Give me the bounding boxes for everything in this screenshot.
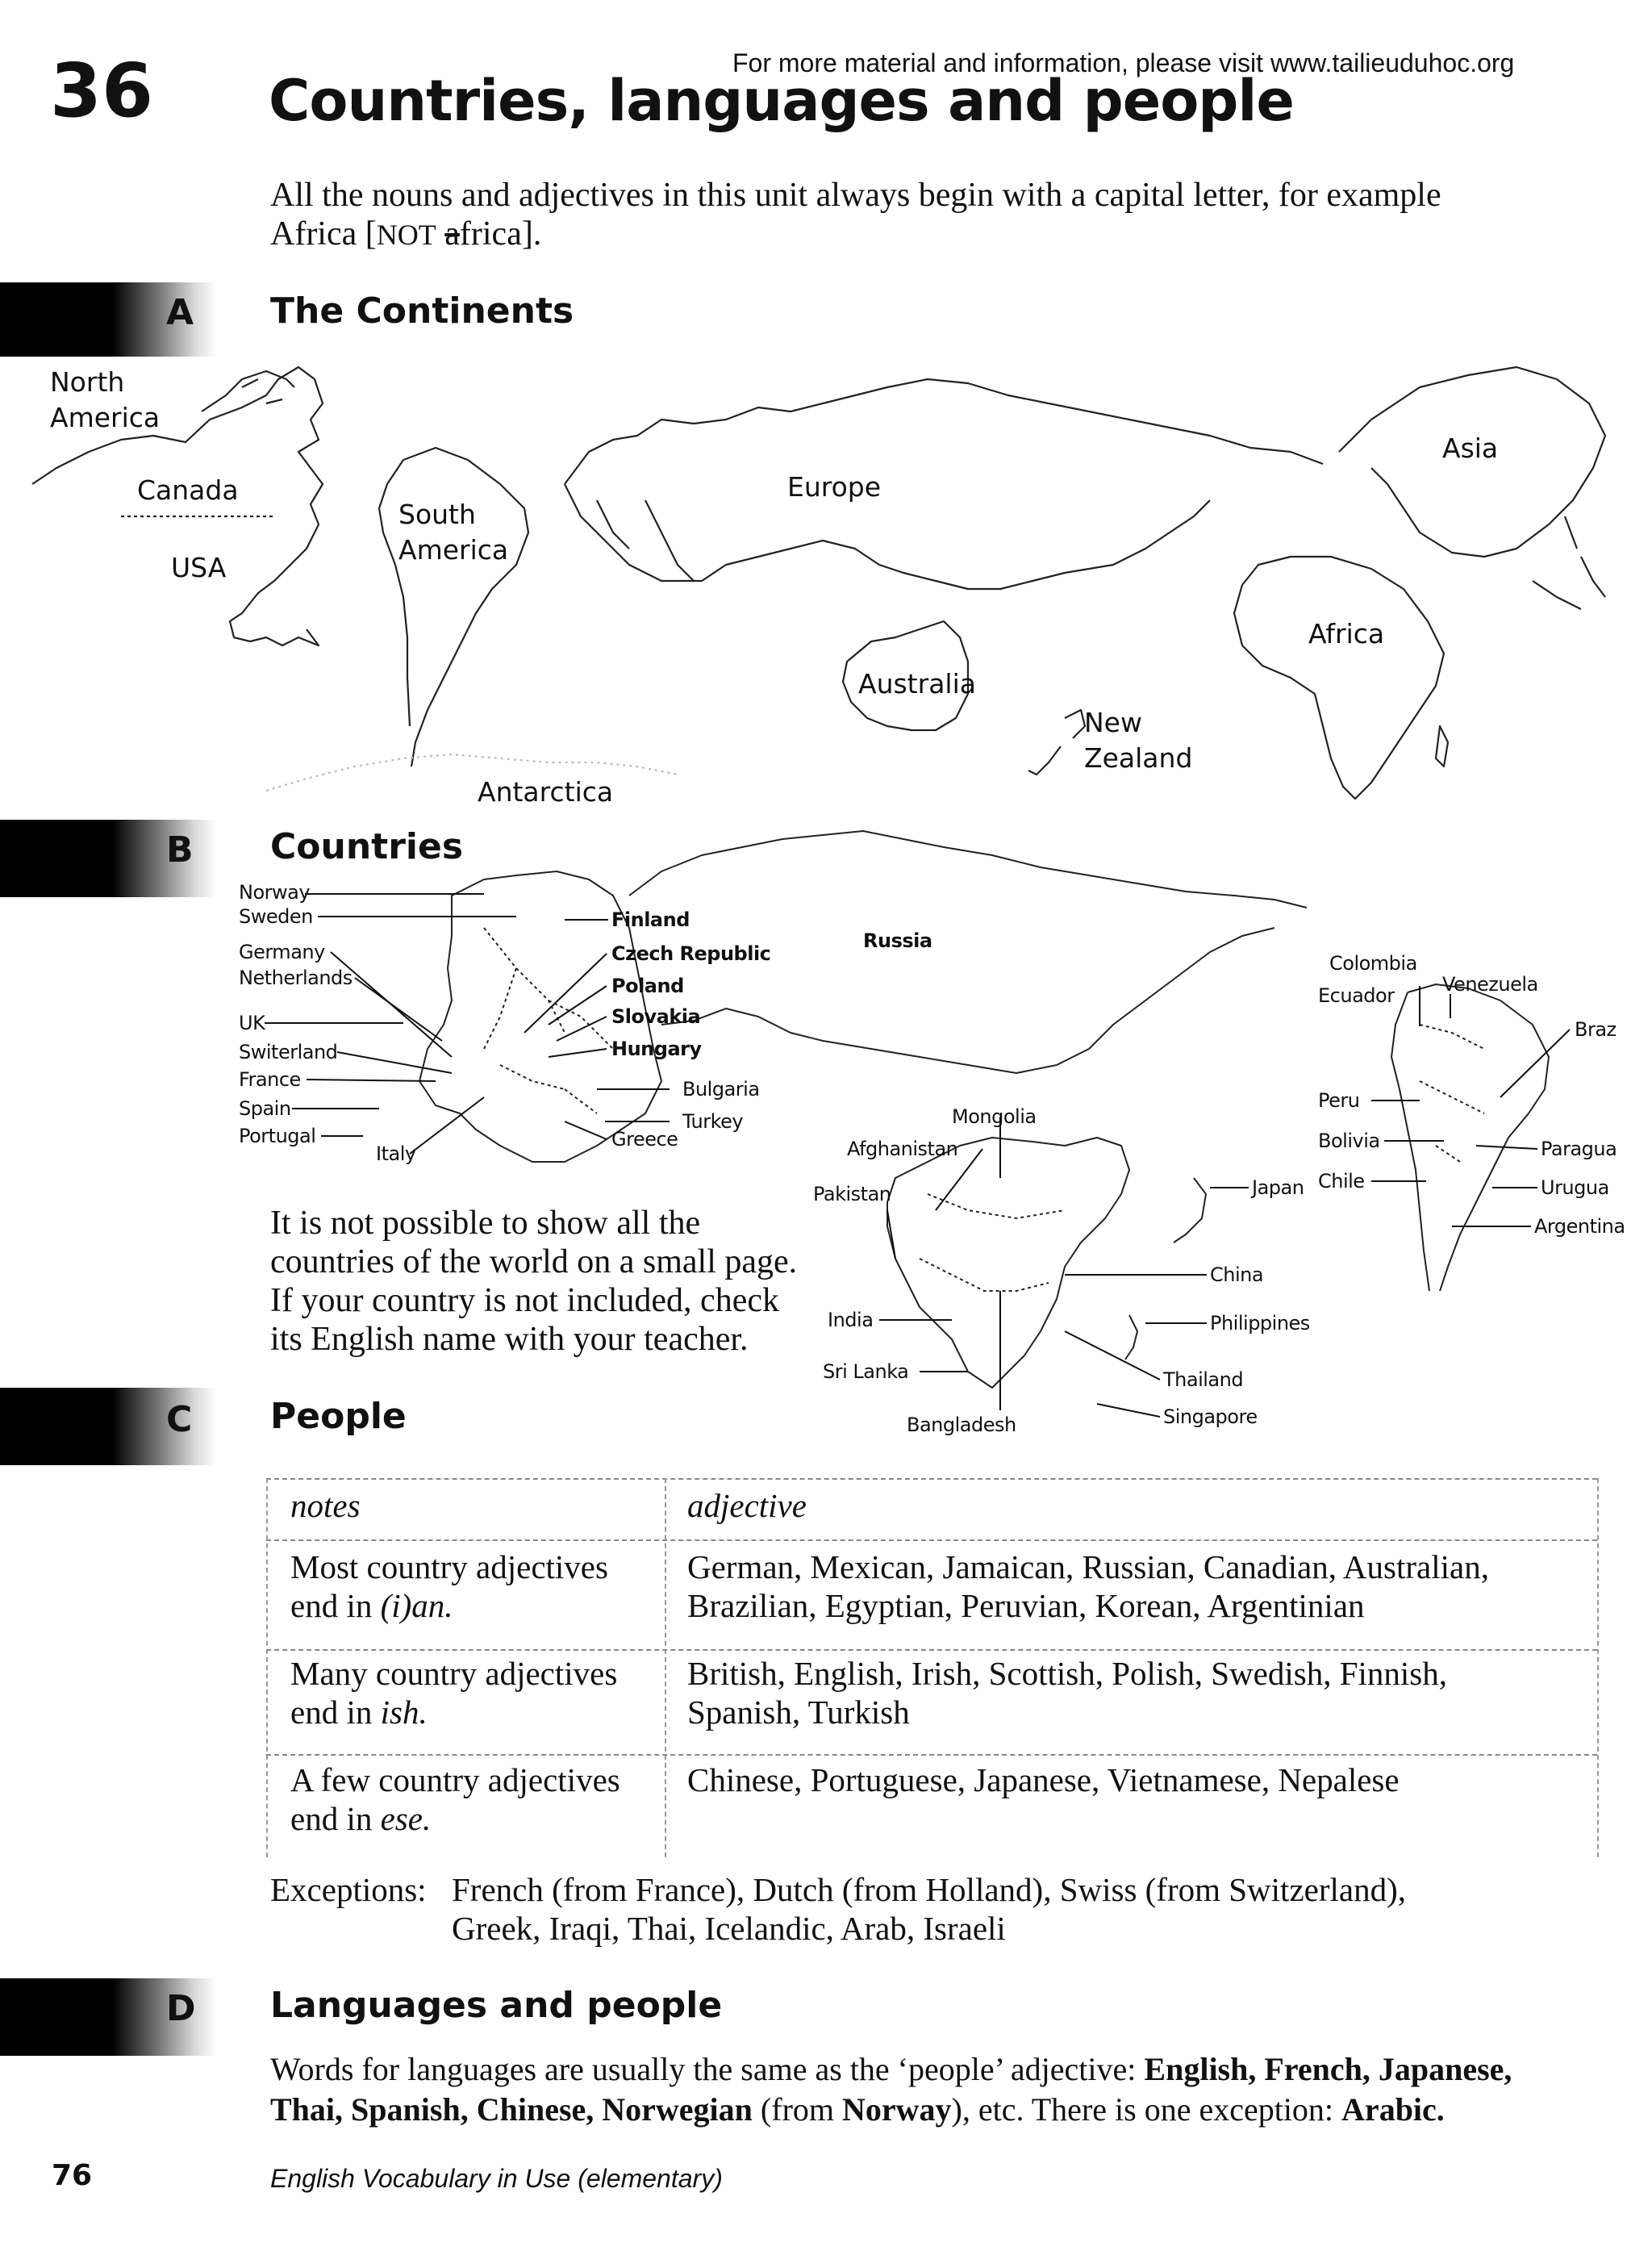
- countries-note-line-1: It is not possible to show all the: [270, 1205, 701, 1242]
- leader-hungary: [549, 1049, 607, 1057]
- note-end-italic: ese.: [380, 1800, 432, 1837]
- intro-not: NOT: [376, 219, 436, 251]
- adj-line-1: Chinese, Portuguese, Japanese, Vietnamese, Nepalese: [687, 1761, 1400, 1798]
- note-line-1: Most country adjectives: [290, 1548, 608, 1585]
- section-c-title: People: [270, 1396, 407, 1437]
- note-line-2: [290, 1586, 661, 1625]
- table-row-adjectives: [687, 1547, 1591, 1625]
- languages-text: [270, 2049, 1642, 2130]
- adj-line-1: German, Mexican, Jamaican, Russian, Canadian, Australian,: [687, 1548, 1489, 1585]
- label-argentina: Argentina: [1534, 1215, 1625, 1238]
- label-north-america-2: America: [50, 402, 161, 433]
- label-uk: UK: [239, 1012, 265, 1034]
- languages-line-2: [270, 2090, 1642, 2130]
- languages-line-2-bold-2: Norway: [842, 2091, 952, 2128]
- leader-thailand: [1065, 1331, 1160, 1380]
- label-canada: Canada: [137, 474, 239, 506]
- label-australia: Australia: [858, 668, 976, 700]
- label-norway: Norway: [239, 881, 311, 904]
- label-chile: Chile: [1318, 1170, 1365, 1192]
- note-line-2: [290, 1693, 661, 1731]
- table-row: [266, 1547, 1597, 1644]
- table-row-rule: [266, 1649, 1597, 1651]
- asia-countries-outline: [887, 1138, 1129, 1388]
- label-colombia: Colombia: [1329, 952, 1417, 975]
- label-india: India: [828, 1309, 874, 1331]
- label-finland: Finland: [611, 908, 690, 931]
- leader-paraguay: [1476, 1146, 1537, 1149]
- intro-line-2-prefix: Africa [: [270, 215, 377, 253]
- note-end-italic: (i)an.: [380, 1587, 453, 1624]
- page-number: 76: [52, 2159, 93, 2192]
- languages-line-2-mid: (from: [752, 2091, 842, 2128]
- book-title: English Vocabulary in Use (elementary): [270, 2164, 723, 2193]
- languages-line-2-rest: ), etc. There is one exception:: [951, 2091, 1342, 2128]
- europe-borders: [484, 928, 613, 1113]
- label-netherlands: Netherlands: [239, 967, 353, 989]
- section-d-title: Languages and people: [270, 1985, 723, 2026]
- leader-brazil: [1500, 1030, 1570, 1097]
- label-philippines: Philippines: [1210, 1312, 1310, 1334]
- adj-line-1: British, English, Irish, Scottish, Polish, Swedish, Finnish,: [687, 1655, 1447, 1692]
- note-end-italic: ish.: [380, 1694, 428, 1731]
- section-d-letter: D: [166, 1988, 196, 2029]
- table-row: [266, 1760, 1597, 1857]
- label-new-zealand-2: Zealand: [1084, 742, 1193, 774]
- label-venezuela: Venezuela: [1442, 973, 1538, 996]
- label-thailand: Thailand: [1163, 1368, 1244, 1391]
- label-bangladesh: Bangladesh: [907, 1414, 1016, 1436]
- note-line-1: A few country adjectives: [290, 1761, 620, 1798]
- section-b-title: Countries: [270, 826, 464, 867]
- note-end-text: end in: [290, 1694, 381, 1731]
- south-america-countries-outline: [1408, 984, 1549, 1291]
- label-china: China: [1210, 1263, 1264, 1286]
- label-ecuador: Ecuador: [1318, 984, 1395, 1007]
- label-france: France: [239, 1068, 301, 1091]
- countries-note: [270, 1204, 867, 1359]
- label-bolivia: Bolivia: [1318, 1130, 1380, 1152]
- label-sri-lanka: Sri Lanka: [823, 1360, 909, 1383]
- leader-france: [307, 1080, 436, 1081]
- languages-line-1: [270, 2049, 1642, 2090]
- label-germany: Germany: [239, 941, 325, 963]
- countries-note-line-2: countries of the world on a small page.: [270, 1243, 798, 1280]
- label-poland: Poland: [611, 975, 684, 997]
- label-spain: Spain: [239, 1097, 291, 1120]
- people-table: [266, 1478, 1597, 1857]
- table-row-note: [290, 1654, 661, 1731]
- label-peru: Peru: [1318, 1089, 1360, 1112]
- table-header-notes: notes: [290, 1487, 361, 1524]
- label-new-zealand-1: New: [1084, 707, 1142, 738]
- label-slovakia: Slovakia: [611, 1005, 701, 1028]
- table-row: [266, 1654, 1597, 1751]
- label-hungary: Hungary: [611, 1038, 702, 1060]
- label-europe: Europe: [787, 471, 882, 503]
- label-pakistan: Pakistan: [813, 1183, 891, 1205]
- unit-number: 36: [50, 48, 154, 134]
- languages-line-1-bold: English, French, Japanese,: [1144, 2051, 1512, 2087]
- note-line-1: Many country adjectives: [290, 1655, 618, 1692]
- exceptions-label: Exceptions:: [270, 1871, 427, 1908]
- label-usa: USA: [171, 552, 227, 583]
- adj-line-2: Brazilian, Egyptian, Peruvian, Korean, Argentinian: [687, 1587, 1365, 1624]
- label-antarctica: Antarctica: [478, 776, 614, 808]
- exceptions-line-2: Greek, Iraqi, Thai, Icelandic, Arab, Israeli: [452, 1910, 1006, 1947]
- languages-line-2-bold-1: Thai, Spanish, Chinese, Norwegian: [270, 2091, 753, 2128]
- label-italy: Italy: [376, 1142, 416, 1165]
- table-header-rule: [266, 1539, 1597, 1541]
- asia-borders: [920, 1194, 1065, 1291]
- label-switerland: Switerland: [239, 1041, 338, 1063]
- label-brazil: Braz: [1575, 1018, 1617, 1041]
- label-singapore: Singapore: [1163, 1405, 1258, 1428]
- table-row-adjectives: [687, 1760, 1591, 1799]
- note-end-text: end in: [290, 1800, 381, 1837]
- leader-slovakia: [557, 1017, 607, 1041]
- label-uruguay: Urugua: [1541, 1176, 1609, 1199]
- label-south-america-2: America: [398, 534, 509, 566]
- note-end-text: end in: [290, 1587, 381, 1624]
- table-row-note: [290, 1760, 661, 1838]
- label-south-america-1: South: [398, 499, 476, 530]
- table-right-rule: [1597, 1478, 1599, 1857]
- countries-note-line-4: its English name with your teacher.: [270, 1321, 749, 1358]
- leader-netherlands: [355, 978, 442, 1041]
- countries-note-line-3: If your country is not included, check: [270, 1282, 779, 1319]
- table-row-note: [290, 1547, 661, 1625]
- leader-singapore: [1097, 1404, 1160, 1417]
- table-row-rule: [266, 1754, 1597, 1756]
- website-note: For more material and information, please visit www.tailieuduhoc.org: [732, 48, 1515, 77]
- label-japan: Japan: [1252, 1176, 1304, 1199]
- unit-title: Countries, languages and people: [269, 68, 1294, 134]
- exceptions-line-1: French (from France), Dutch (from Holland), Swiss (from Switzerland),: [452, 1871, 1406, 1908]
- label-portugal: Portugal: [239, 1125, 316, 1147]
- russia-outline: [629, 831, 1307, 908]
- intro-struck-letter: a: [444, 215, 460, 253]
- note-line-2: [290, 1799, 661, 1838]
- label-afghanistan: Afghanistan: [847, 1138, 958, 1160]
- section-c-letter: C: [166, 1399, 193, 1440]
- table-header-adjective: adjective: [687, 1487, 807, 1524]
- label-sweden: Sweden: [239, 905, 313, 928]
- leader-poland: [549, 986, 607, 1025]
- section-a-title: The Continents: [270, 290, 574, 332]
- label-russia: Russia: [863, 929, 932, 952]
- languages-line-2-bold-3: Arabic.: [1341, 2091, 1445, 2128]
- label-paraguay: Paragua: [1541, 1138, 1617, 1160]
- label-mongolia: Mongolia: [952, 1105, 1037, 1128]
- label-asia: Asia: [1442, 432, 1499, 464]
- leader-switerland: [337, 1052, 452, 1073]
- section-b-letter: B: [166, 829, 194, 871]
- label-greece: Greece: [611, 1128, 678, 1151]
- section-a-letter: A: [166, 292, 194, 333]
- label-czech-republic: Czech Republic: [611, 942, 771, 965]
- leader-greece: [565, 1121, 607, 1139]
- languages-line-1-text: Words for languages are usually the same as the ‘people’ adjective:: [270, 2051, 1145, 2087]
- table-row-adjectives: [687, 1654, 1591, 1731]
- table-top-rule: [266, 1478, 1597, 1480]
- label-bulgaria: Bulgaria: [682, 1078, 760, 1101]
- adj-line-2: Spanish, Turkish: [687, 1694, 910, 1731]
- intro-wrong-rest: frica: [459, 215, 522, 253]
- label-africa: Africa: [1308, 618, 1385, 649]
- intro-line-1: All the nouns and adjectives in this unit always begin with a capital letter, for example: [270, 177, 1441, 214]
- intro-line-2-suffix: ].: [521, 215, 542, 253]
- label-north-america-1: North: [50, 366, 125, 398]
- label-turkey: Turkey: [682, 1110, 744, 1133]
- philippines-outline: [1125, 1315, 1137, 1359]
- japan-outline: [1174, 1178, 1206, 1243]
